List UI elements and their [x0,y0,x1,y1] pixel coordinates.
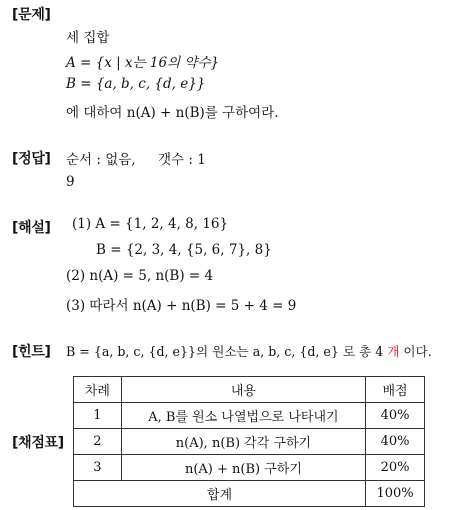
problem-line-1: 세 집합 [66,30,110,46]
row-3-score: 20% [366,455,425,481]
problem-line-3: B = {a, b, c, {d, e}} [66,76,206,92]
solution-line-4: (3) 따라서 n(A) + n(B) = 5 + 4 = 9 [66,298,297,314]
row-2-content: n(A), n(B) 각각 구하기 [121,429,365,455]
hint-text [66,341,432,360]
row-1-content: A, B를 원소 나열법으로 나타내기 [121,403,365,429]
hint-text-after: 이다. [399,344,432,359]
row-3-content: n(A) + n(B) 구하기 [121,455,365,481]
answer-order: 순서 : 없음, [66,152,136,168]
total-value: 100% [366,481,425,507]
answer-value: 9 [66,174,75,190]
answer-count: 갯수 : 1 [158,152,206,168]
problem-label: [문제] [12,7,51,23]
hint-label: [힌트] [12,344,51,360]
row-3-order: 3 [74,455,122,481]
solution-label: [해설] [12,220,51,236]
header-order: 차례 [74,377,122,403]
table-row [74,455,425,481]
hint-highlight: 개 [387,344,400,359]
problem-line-4: 에 대하여 n(A) + n(B)를 구하여라. [66,105,279,121]
scoring-table [73,376,425,507]
table-row [74,429,425,455]
table-header-row [74,377,425,403]
table-row [74,403,425,429]
solution-line-3: (2) n(A) = 5, n(B) = 4 [66,268,214,284]
answer-label: [정답] [12,151,51,167]
table-total-row [74,481,425,507]
header-content: 내용 [121,377,365,403]
row-2-order: 2 [74,429,122,455]
header-score: 배점 [366,377,425,403]
hint-text-before: B = {a, b, c, {d, e}}의 원소는 a, b, c, {d, e} 로 총 4 [66,344,388,359]
solution-line-2: B = {2, 3, 4, {5, 6, 7}, 8} [96,242,272,258]
row-2-score: 40% [366,429,425,455]
problem-line-2: A = {x | x는 16의 약수} [66,55,220,71]
row-1-order: 1 [74,403,122,429]
row-1-score: 40% [366,403,425,429]
total-label: 합계 [74,481,366,507]
scoring-label: [채점표] [12,435,64,451]
solution-line-1: (1) A = {1, 2, 4, 8, 16} [72,216,229,232]
